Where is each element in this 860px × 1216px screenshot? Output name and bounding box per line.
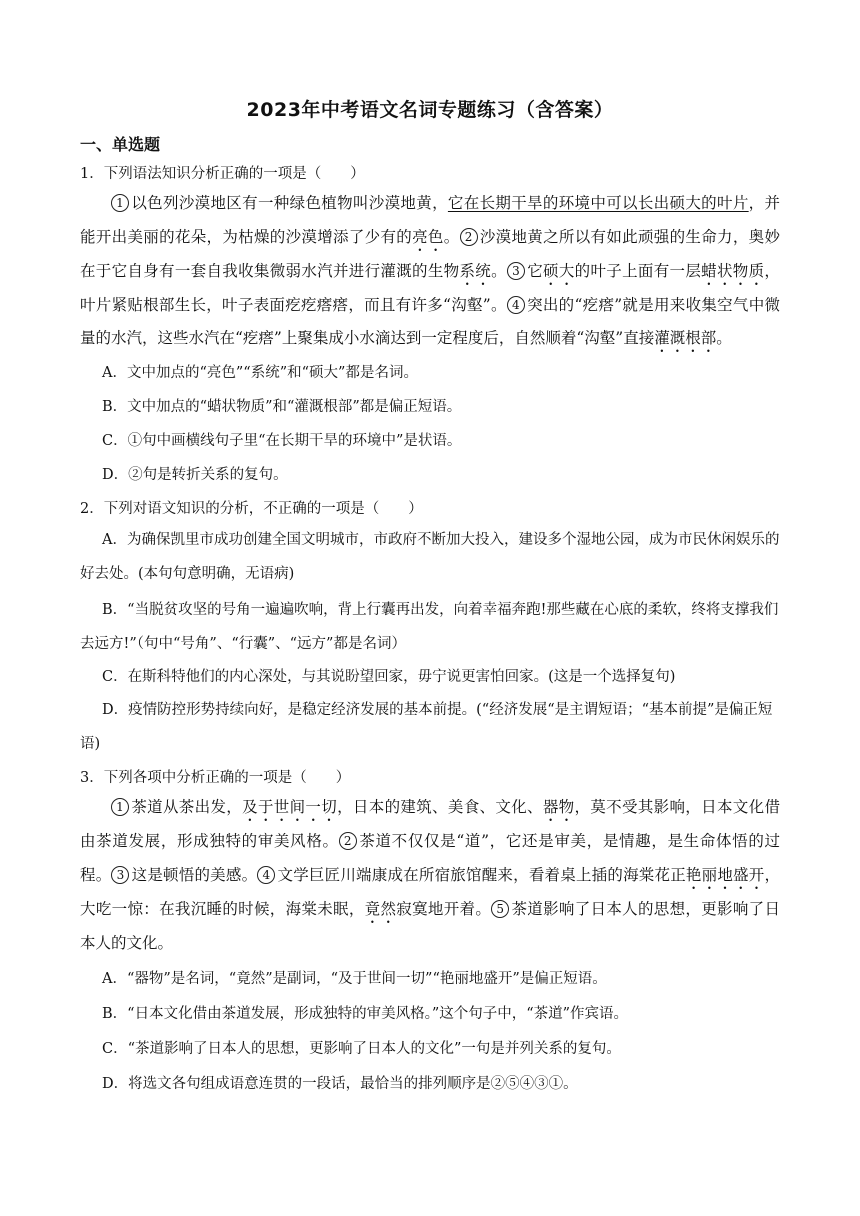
question-1-option-c[interactable]: C．①句中画横线句子里“在长期干旱的环境中”是状语。 — [102, 433, 462, 449]
question-3-option-d[interactable]: D．将选文各句组成语意连贯的一段话，最恰当的排列顺序是②⑤④③①。 — [102, 1076, 578, 1092]
circle-number-1: 1 — [111, 798, 129, 816]
question-3-option-b[interactable]: B．“日本文化借由茶道发展，形成独特的审美风格。”这个句子中，“茶道”作宾语。 — [102, 1006, 629, 1022]
circle-number-2: 2 — [460, 228, 478, 246]
question-3-option-a[interactable]: A．“器物”是名词，“竟然”是副词，“及于世间一切”“艳丽地盛开”是偏正短语。 — [102, 971, 607, 987]
question-1-option-d[interactable]: D．②句是转折关系的复句。 — [102, 467, 288, 483]
dotted-word: 硕大 — [543, 261, 575, 280]
circle-number-5: 5 — [491, 900, 509, 918]
question-2-option-a[interactable]: A．为确保凯里市成功创建全国文明城市，市政府不断加大投入，建设多个湿地公园，成为市民休闲娱乐的好去处。(本句句意明确，无语病) — [80, 532, 780, 582]
dotted-word: 艳丽地盛开 — [685, 865, 765, 884]
dotted-word: 系统 — [459, 261, 492, 280]
question-2-stem: 2．下列对语文知识的分析，不正确的一项是（ ） — [80, 501, 423, 517]
question-1-option-b[interactable]: B．文中加点的“蜡状物质”和“灌溉根部”都是偏正短语。 — [102, 399, 462, 415]
dotted-word: 竟然 — [364, 899, 397, 918]
circle-number-4: 4 — [257, 866, 275, 884]
question-3-option-c[interactable]: C．“茶道影响了日本人的思想，更影响了日本人的文化”一句是并列关系的复句。 — [102, 1041, 621, 1057]
circle-number-3: 3 — [507, 262, 525, 280]
page-title: 2023年中考语文名词专题练习（含答案） — [246, 99, 614, 121]
question-1-passage: 1 以色列沙漠地区有一种绿色植物叫沙漠地黄，它在长期干旱的环境中可以长出硕大的叶片，并能开出美丽的花朵，为枯燥的沙漠增添了少有的亮色。 2 沙漠地黄之所以有如此顽强的生命力，奥妙在于它自身有一套自我收集微弱水汽并进行灌溉的生物系统。 3 它硕大的叶子上面有一层蜡状物质，叶片紧贴根部生长，叶子表面疙疙瘩瘩，而且有许多“沟壑”。 4 突出的“疙瘩”就是用来收集空气中微量的水汽，这些水汽在“疙瘩”上聚集成小水滴达到一定程度后，自然顺着“沟壑”直接灌溉根部。 — [80, 194, 780, 347]
question-2-option-d[interactable]: D．疫情防控形势持续向好，是稳定经济发展的基本前提。(“经济发展“是主谓短语；“基本前提”是偏正短语) — [80, 702, 773, 752]
dotted-word: 灌溉根部 — [654, 329, 717, 347]
dotted-word: 亮色 — [412, 227, 444, 246]
section-heading: 一、单选题 — [80, 135, 161, 154]
question-3-passage: 1 茶道从茶出发，及于世间一切，日本的建筑、美食、文化、器物，莫不受其影响，日本文化借由茶道发展，形成独特的审美风格。 2 茶道不仅仅是“道”，它还是审美，是情趣，是生命体悟的过程。 3 这是顿悟的美感。 4 文学巨匠川端康成在所宿旅馆醒来，看着桌上插的海棠花正艳丽地盛开，大吃一惊：在我沉睡的时候，海棠未眠，竟然寂寞地开着。 5 茶道影响了日本人的思想，更影响了日本人的文化。 — [80, 798, 780, 952]
question-1-stem: 1．下列语法知识分析正确的一项是（ ） — [80, 166, 365, 182]
underlined-sentence: 它在长期干旱的环境中可以长出硕大的叶片 — [447, 194, 749, 212]
question-2-option-c[interactable]: C．在斯科特他们的内心深处，与其说盼望回家，毋宁说更害怕回家。(这是一个选择复句) — [102, 669, 676, 685]
question-1-option-a[interactable]: A．文中加点的“亮色”“系统”和“硕大”都是名词。 — [102, 365, 418, 381]
dotted-word: 器物 — [542, 798, 575, 816]
dotted-word: 蜡状物质 — [701, 261, 765, 280]
question-3-stem: 3．下列各项中分析正确的一项是（ ） — [80, 770, 351, 786]
circle-number-3: 3 — [111, 866, 129, 884]
question-2-option-b[interactable]: B．“当脱贫攻坚的号角一遍遍吹响，背上行囊再出发，向着幸福奔跑!那些藏在心底的柔软，终将支撑我们去远方!”（句中“号角”、“行囊”、“远方”都是名词） — [80, 602, 779, 652]
circle-number-4: 4 — [507, 296, 525, 314]
dotted-word: 及于世间一切 — [242, 798, 338, 816]
circle-number-1: 1 — [111, 194, 129, 212]
circle-number-2: 2 — [339, 832, 357, 850]
